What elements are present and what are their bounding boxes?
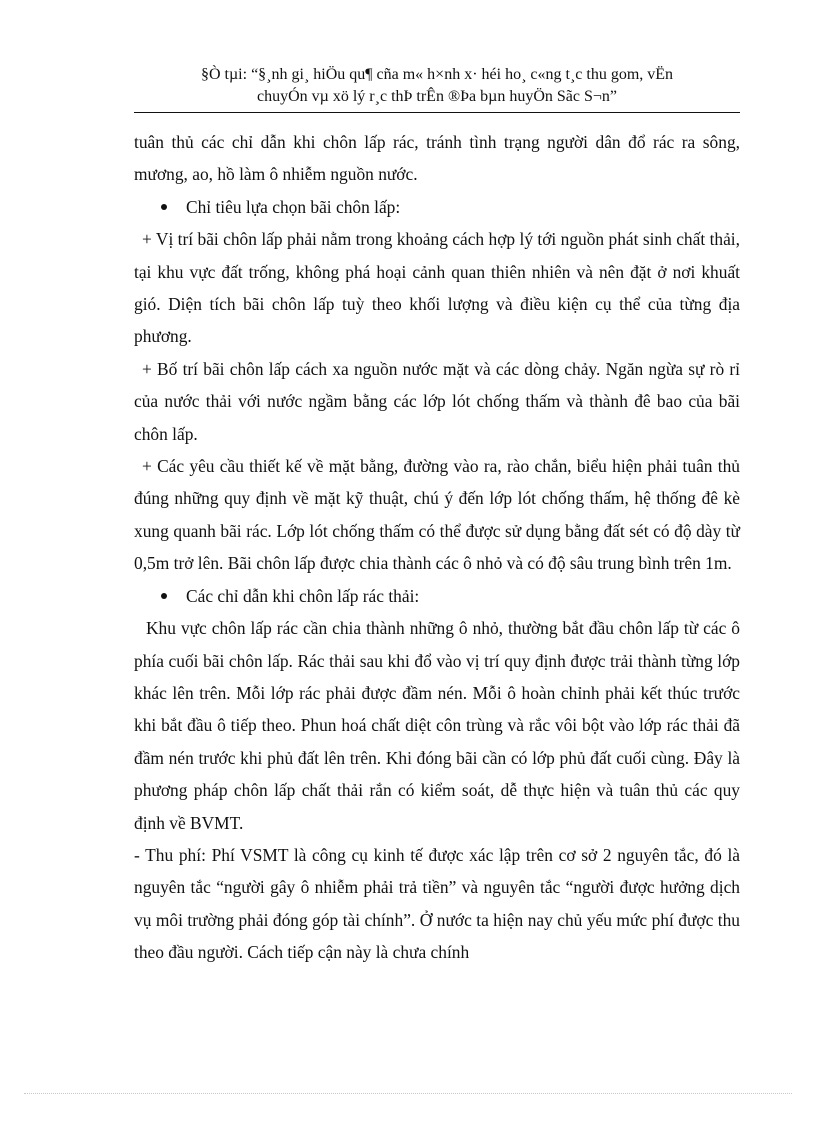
paragraph-fee-collection: - Thu phí: Phí VSMT là công cụ kinh tế được xác lập trên cơ sở 2 nguyên tắc, đó là nguyên tắc “người gây ô nhiễm phải trả tiền” và nguyên tắc “người được hưởng dịch vụ môi trường phải đóng góp tài chính”. Ở nước ta hiện nay chủ yếu mức phí được thu theo đầu người. Cách tiếp cận này là chưa chính [134, 844, 740, 963]
header-divider [134, 112, 740, 113]
bullet-item-site-criteria [134, 191, 740, 223]
bullet-icon [161, 204, 167, 210]
bullet-item-landfill-instructions [134, 580, 740, 612]
header-title-line-2: chuyÓn vµ xö lý r¸c thÞ trÊn ®Þa bµn huyÖn Sãc S¬n” [256, 88, 618, 105]
paragraph-water-protection: + Bố trí bãi chôn lấp cách xa nguồn nước mặt và các dòng chảy. Ngăn ngừa sự rò rỉ của nước thải với nước ngầm bằng các lớp lót chống thấm và thành đê bao của bãi chôn lấp. [134, 358, 740, 444]
page-header [134, 64, 740, 108]
paragraph-site-location: + Vị trí bãi chôn lấp phải nằm trong khoảng cách hợp lý tới nguồn phát sinh chất thải, tại khu vực đất trống, không phá hoại cảnh quan thiên nhiên và nên đặt ở nơi khuất gió. Diện tích bãi chôn lấp tuỳ theo khối lượng và điều kiện cụ thể của từng địa phương. [134, 229, 740, 347]
document-body [134, 126, 740, 969]
page-bottom-divider [24, 1093, 792, 1094]
header-title-line-1: §Ò tµi: “§¸nh gi¸ hiÖu qu¶ cña m« h×nh x· héi ho¸ c«ng t¸c thu gom, vËn [200, 66, 674, 83]
paragraph-continuation: tuân thủ các chỉ dẫn khi chôn lấp rác, tránh tình trạng người dân đổ rác ra sông, mương, ao, hồ làm ô nhiễm nguồn nước. [134, 132, 740, 185]
bullet-icon [161, 593, 167, 599]
bullet-text: Các chỉ dẫn khi chôn lấp rác thải: [186, 585, 420, 606]
paragraph-landfill-procedure: Khu vực chôn lấp rác cần chia thành những ô nhỏ, thường bắt đầu chôn lấp từ các ô phía cuối bãi chôn lấp. Rác thải sau khi đổ vào vị trí quy định được trải thành từng lớp khác lên trên. Mỗi lớp rác phải được đầm nén. Mỗi ô hoàn chỉnh phải kết thúc trước khi bắt đầu ô tiếp theo. Phun hoá chất diệt côn trùng và rắc vôi bột vào lớp rác thải đã đầm nén trước khi phủ đất lên trên. Khi đóng bãi cần có lớp phủ đất cuối cùng. Đây là phương pháp chôn lấp chất thải rắn có kiểm soát, dễ thực hiện và tuân thủ các quy định về BVMT. [134, 618, 740, 833]
paragraph-design-requirements: + Các yêu cầu thiết kế về mặt bằng, đường vào ra, rào chắn, biểu hiện phải tuân thủ đúng những quy định về mặt kỹ thuật, chú ý đến lớp lót chống thấm, hệ thống đê kè xung quanh bãi rác. Lớp lót chống thấm có thể được sử dụng bằng đất sét có độ dày từ 0,5m trở lên. Bãi chôn lấp được chia thành các ô nhỏ và có độ sâu trung bình trên 1m. [134, 456, 740, 574]
bullet-text: Chỉ tiêu lựa chọn bãi chôn lấp: [186, 196, 401, 217]
